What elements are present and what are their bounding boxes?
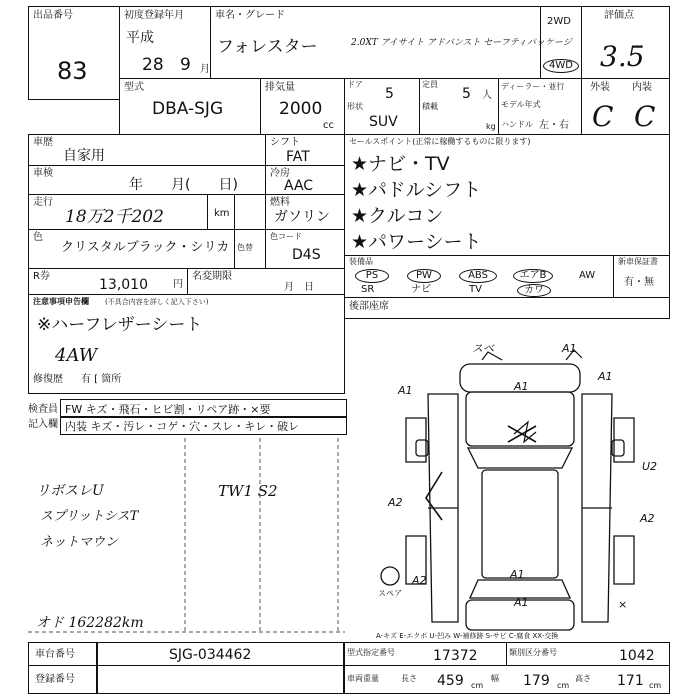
repair-history: 有 [ 箇所 [81,374,122,385]
damage-mark: × [618,598,628,611]
sales-point-item: ★パドルシフト [351,179,482,201]
month-value: 9 [180,55,191,75]
fuel-value: ガソリン [274,209,330,225]
shift-label: シフト [270,137,300,148]
inspection-date-label: 車検 [33,168,53,179]
interior-grade: C [634,100,656,133]
tax-label: R券 [33,271,50,282]
height-value: 171 [617,673,644,689]
use-value: 自家用 [63,148,105,164]
inspection-row-1: FW キズ・飛石・ヒビ割・リペア跡・×要 [65,403,271,416]
equip-tv: TV [469,284,482,295]
length-label: 長さ [401,674,417,683]
damage-mark: A2 [388,496,403,509]
capacity-value: 5 [462,86,471,102]
color-value: クリスタルブラック・シリカ [61,240,230,255]
equip-sr: SR [361,284,375,295]
chassis-value: SJG-034462 [169,647,252,663]
interior-label: 内装 [632,82,652,93]
exterior-label: 外装 [590,82,610,93]
inspector-note: ネットマウン [40,535,119,550]
use-label: 車歴 [33,137,53,148]
equip-airbag: エアB [513,269,553,283]
damage-mark: A2 [412,574,427,587]
year-value: 28 [142,55,164,75]
damage-mark: A2 [640,512,655,525]
dimensions-cell [344,665,670,694]
shape-value: SUV [369,114,398,130]
exterior-grade: C [592,100,614,133]
category-label: 類別区分番号 [509,648,557,657]
notes-label: 注意事項申告欄 [33,297,89,306]
fuel-label: 燃料 [270,197,290,208]
damage-mark: A1 [562,342,577,355]
equip-navi: ナビ [411,284,431,295]
inspector-note: TW1 S2 [218,482,278,500]
sales-point-item: ★ナビ・TV [351,153,450,175]
equip-abs: ABS [459,269,497,283]
model-name: フォレスター [217,37,318,57]
grade-value: 2.0XT アイサイト アドバンスト セーフティパッケージ [351,38,572,48]
notes-sublabel: (不具合内容を詳しく記入下さい) [105,298,209,306]
lot-number: 83 [57,57,88,85]
length-value: 459 [437,673,464,689]
handle-label: ハンドル [501,120,533,129]
equip-pw: PW [407,269,441,283]
rear-seat-label: 後部座席 [349,301,389,312]
load-unit: kg [486,122,496,131]
sales-points-label: セールスポイント(正常に稼働するものに限ります) [349,137,531,146]
lot-number-label: 出品番号 [33,10,73,21]
doors-value: 5 [385,86,394,102]
repair-history-label: 修復歴 [33,374,63,385]
note-line-2: 4AW [55,345,98,366]
tax-value: 13,010 [99,277,148,293]
era-value: 平成 [126,30,154,46]
displacement-value: 2000 [279,99,323,119]
sales-point-item: ★クルコン [351,205,444,227]
designation-cell [344,642,507,666]
spare-label: スペア [378,589,402,598]
doors-label: ドア [347,80,363,89]
note-line-1: ※ハーフレザーシート [37,315,203,335]
tax-deadline-label: 名変期限 [192,271,232,282]
color-code-label: 色コード [270,232,302,241]
drive-4wd: 4WD [543,59,579,73]
shape-label: 形状 [347,102,363,111]
mileage-label: 走行 [33,197,53,208]
weight-label: 車両重量 [347,674,379,683]
length-unit: cm [471,681,484,690]
equip-aw: AW [579,270,596,281]
equip-ps: PS [355,269,389,283]
designation-value: 17372 [433,648,478,664]
height-unit: cm [649,681,662,690]
damage-mark: U2 [642,460,658,473]
damage-mark: A1 [514,380,529,393]
chassis-label: 車台番号 [35,649,75,660]
category-value: 1042 [619,648,655,664]
damage-mark: A1 [514,596,529,609]
handle-options: 左・右 [539,120,569,131]
odometer-note: オド 162282km [36,615,144,631]
warranty-value: 有・無 [624,277,654,288]
mileage-unit: km [214,208,230,219]
color-code-value: D4S [292,247,321,263]
category-cell [506,642,670,666]
chassis-cell [28,642,344,666]
damage-mark: A1 [598,370,613,383]
height-label: 高さ [575,674,591,683]
inspection-row-2: 内装 キズ・汚レ・コゲ・穴・スレ・キレ・破レ [65,420,300,433]
type-label: 型式 [124,82,144,93]
damage-mark: A1 [510,568,525,581]
inspection-date-value: 年 月( 日) [129,177,238,193]
equipment-label: 装備品 [349,257,373,266]
capacity-label: 定員 [422,80,438,89]
width-label: 幅 [491,674,499,683]
equip-leather: カワ [517,284,551,297]
registration-number-label: 登録番号 [35,674,75,685]
warranty-label: 新車保証書 [618,257,658,266]
type-value: DBA-SJG [152,99,224,119]
ac-value: AAC [284,178,314,194]
damage-legend: A-キズ E-エクボ U-凹み W-補修跡 S-サビ C-腐食 XX-交換 [376,632,559,640]
displacement-unit: cc [323,120,334,131]
inspector-label-a: 検査員 [28,404,58,415]
inspector-label-b: 記入欄 [28,419,58,430]
designation-label: 型式指定番号 [347,648,395,657]
displacement-label: 排気量 [265,82,295,93]
color-label: 色 [33,232,43,243]
first-registration-label: 初度登録年月 [124,10,184,21]
tax-unit: 円 [173,279,183,290]
load-label: 積載 [422,102,438,111]
drive-2wd: 2WD [547,16,571,27]
score-value: 3.5 [600,40,645,73]
model-label: 車名・グレード [215,10,285,21]
month-unit: 月 [200,64,210,75]
registration-number-cell [28,665,344,694]
mileage-value: 18万2千202 [65,207,164,227]
width-unit: cm [557,681,570,690]
inspector-note: スプリットシスT [40,509,139,524]
damage-mark: スベ [472,342,494,355]
shift-value: FAT [286,149,310,165]
damage-mark: A1 [398,384,413,397]
score-label: 評価点 [604,10,634,21]
dealer-label: ディーラー・並行 [501,82,565,91]
tax-deadline-value: 月 日 [284,282,314,293]
car-damage-diagram [348,322,670,640]
capacity-unit: 人 [482,90,492,101]
width-value: 179 [523,673,550,689]
sales-point-item: ★パワーシート [351,231,482,253]
ac-label: 冷房 [270,168,290,179]
inspector-note: リボスレU [36,483,104,499]
color-change-label: 色替 [237,243,253,252]
model-year-label: モデル年式 [501,100,541,109]
